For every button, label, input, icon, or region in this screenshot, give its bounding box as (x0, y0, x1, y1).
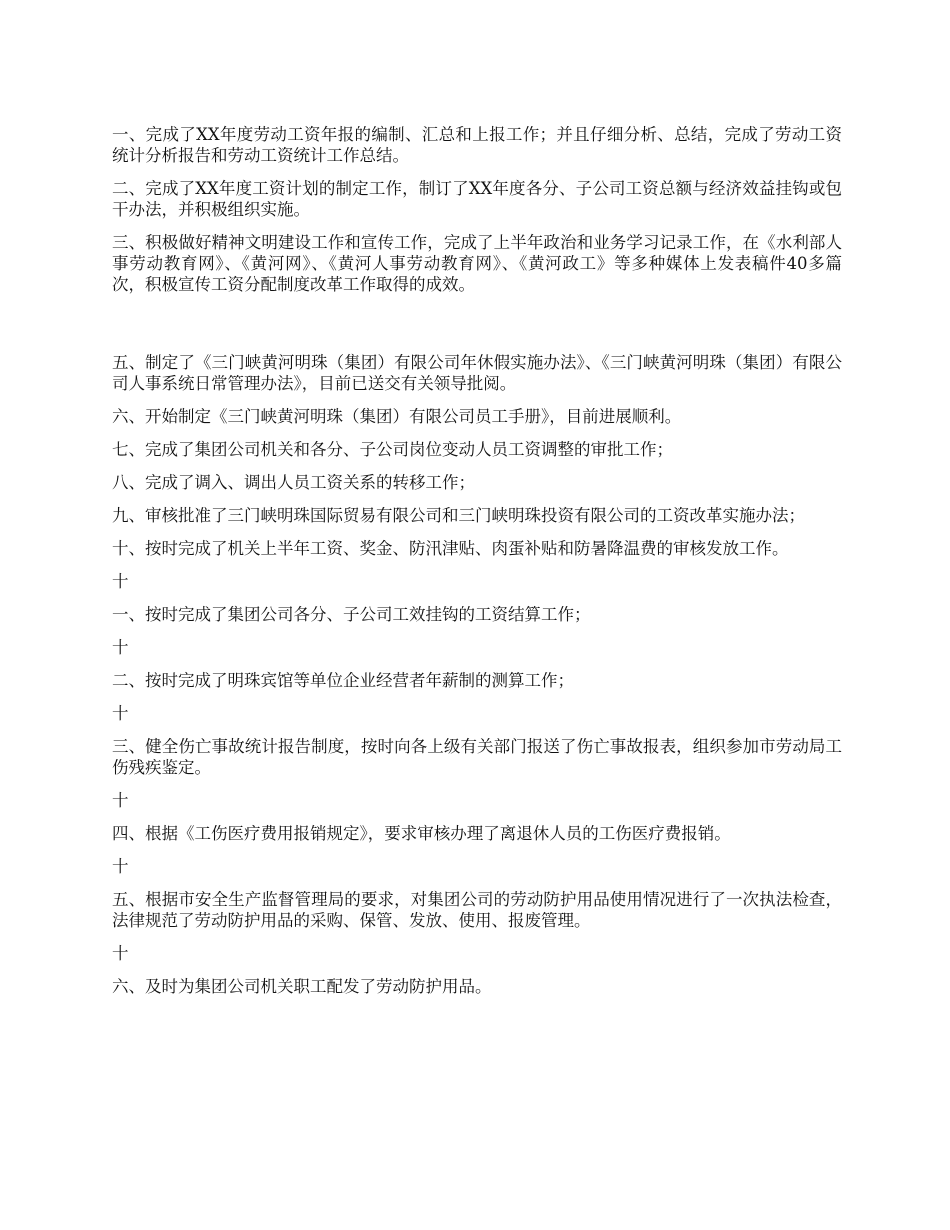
paragraph-11-prefix: 十 (112, 572, 129, 591)
paragraph-9: 九、审核批准了三门峡明珠国际贸易有限公司和三门峡明珠投资有限公司的工资改革实施办法； (112, 506, 805, 525)
paragraph-3: 三、积极做好精神文明建设工作和宣传工作，完成了上半年政治和业务学习记录工作，在《水利部人事劳动教育网》、《黄河网》、《黄河人事劳动教育网》、《黄河政工》等多种媒体上发表稿件40多篇次，积极宣传工资分配制度改革工作取得的成效。 (112, 233, 842, 294)
paragraph-6: 六、开始制定《三门峡黄河明珠（集团）有限公司员工手册》，目前进展顺利。 (112, 407, 682, 426)
paragraph-12-prefix: 十 (112, 638, 129, 657)
paragraph-15: 五、根据市安全生产监督管理局的要求，对集团公司的劳动防护用品使用情况进行了一次执法检查，法律规范了劳动防护用品的采购、保管、发放、使用、报废管理。 (112, 890, 842, 930)
paragraph-13: 三、健全伤亡事故统计报告制度，按时向各上级有关部门报送了伤亡事故报表，组织参加市劳动局工伤残疾鉴定。 (112, 737, 842, 777)
paragraph-1: 一、完成了XX年度劳动工资年报的编制、汇总和上报工作；并且仔细分析、总结，完成了劳动工资统计分析报告和劳动工资统计工作总结。 (112, 125, 842, 165)
paragraph-16: 六、及时为集团公司机关职工配发了劳动防护用品。 (112, 977, 492, 996)
blank-gap (112, 307, 842, 352)
paragraph-8: 八、完成了调入、调出人员工资关系的转移工作； (112, 473, 475, 492)
paragraph-11: 一、按时完成了集团公司各分、子公司工效挂钩的工资结算工作； (112, 605, 591, 624)
paragraph-14: 四、根据《工伤医疗费用报销规定》，要求审核办理了离退休人员的工伤医疗费报销。 (112, 824, 731, 843)
paragraph-13-prefix: 十 (112, 704, 129, 723)
document-body (112, 124, 842, 1009)
paragraph-5: 五、制定了《三门峡黄河明珠（集团）有限公司年休假实施办法》、《三门峡黄河明珠（集团）有限公司人事系统日常管理办法》，目前已送交有关领导批阅。 (112, 353, 842, 393)
paragraph-12: 二、按时完成了明珠宾馆等单位企业经营者年薪制的测算工作； (112, 671, 574, 690)
paragraph-16-prefix: 十 (112, 944, 129, 963)
paragraph-10: 十、按时完成了机关上半年工资、奖金、防汛津贴、肉蛋补贴和防暑降温费的审核发放工作。 (112, 539, 789, 558)
paragraph-7: 七、完成了集团公司机关和各分、子公司岗位变动人员工资调整的审批工作； (112, 440, 673, 459)
paragraph-14-prefix: 十 (112, 791, 129, 810)
paragraph-15-prefix: 十 (112, 857, 129, 876)
paragraph-2: 二、完成了XX年度工资计划的制定工作，制订了XX年度各分、子公司工资总额与经济效益挂钩或包干办法，并积极组织实施。 (112, 179, 842, 219)
